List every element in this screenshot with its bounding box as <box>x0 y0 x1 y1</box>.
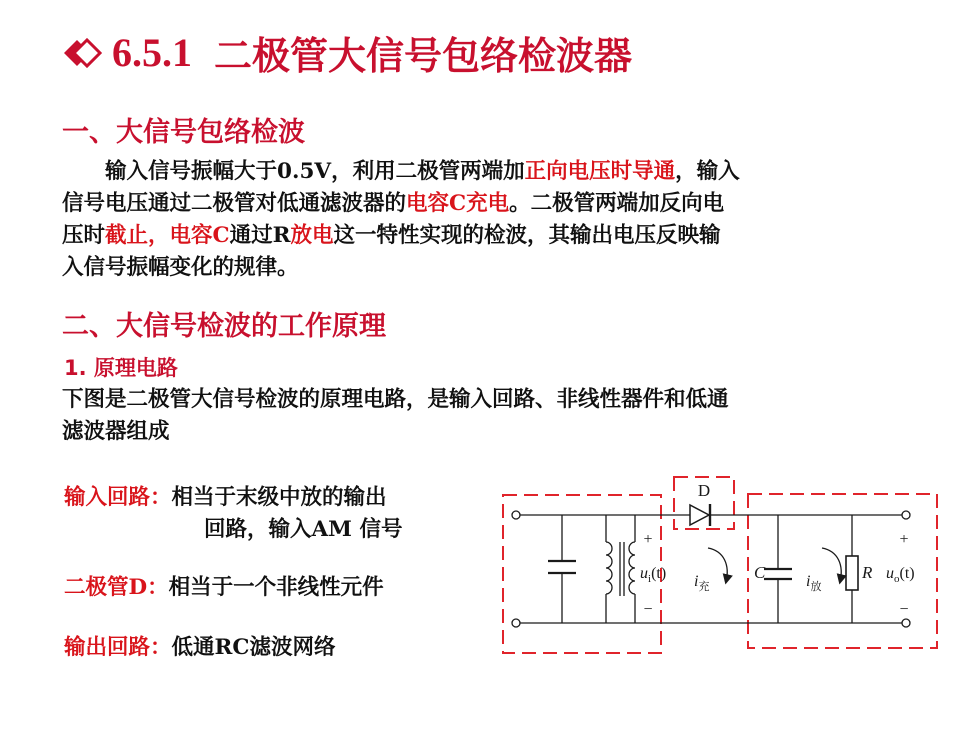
paragraph-text: 入信号振幅变化的规律。 <box>62 255 299 280</box>
output-minus-sign: − <box>899 601 909 618</box>
section1-paragraph <box>62 156 922 284</box>
note-text: 相当于末级中放的输出 <box>171 485 387 510</box>
paragraph-line <box>62 220 922 252</box>
paragraph-line <box>62 188 922 220</box>
input-minus-sign: − <box>643 601 653 618</box>
highlighted-text: 放电 <box>290 223 334 248</box>
highlighted-text: 正向电压时导通 <box>524 159 676 184</box>
charge-current-label: $i_充$ <box>694 573 710 593</box>
section2-description <box>62 384 922 448</box>
discharge-current-label: $i_放$ <box>806 573 822 593</box>
paragraph-text: 输入信号振幅大于0.5V，利用二极管两端加 <box>105 159 525 184</box>
paragraph-text: 压时 <box>62 223 106 248</box>
title-text: 二极管大信号包络检波器 <box>214 33 633 78</box>
diode-label: D <box>697 481 711 500</box>
section-number: 6.5.1 <box>112 29 192 75</box>
input-circuit-box <box>503 495 661 653</box>
note-input-circuit <box>64 480 387 511</box>
diode-symbol <box>690 504 720 526</box>
description-line: 滤波器组成 <box>62 419 170 444</box>
input-plus-sign: + <box>643 531 653 548</box>
circuit-diagram <box>498 472 944 658</box>
capacitor-label: C <box>754 563 766 582</box>
highlighted-text: 截止，电容C <box>105 223 230 248</box>
highlighted-text: 电容C充电 <box>406 191 510 216</box>
note-output-circuit <box>64 630 336 661</box>
note-label: 二极管D： <box>64 575 169 600</box>
paragraph-text: 信号电压通过二极管对低通滤波器的 <box>62 191 407 216</box>
output-plus-sign: + <box>899 531 909 548</box>
input-voltage-label: $u_i(t)$ <box>640 565 667 585</box>
paragraph-line <box>62 156 922 188</box>
paragraph-text: 通过R <box>229 223 291 248</box>
sub-heading: 1. 原理电路 <box>64 356 178 380</box>
section1-heading: 一、大信号包络检波 <box>62 117 305 148</box>
paragraph-text: 。二极管两端加反向电 <box>509 191 725 216</box>
note-label: 输出回路： <box>64 635 172 660</box>
paragraph-text: ，输入 <box>675 159 740 184</box>
note-text: 低通RC滤波网络 <box>171 635 336 660</box>
note-text: 相当于一个非线性元件 <box>168 575 384 600</box>
paragraph-text: 这一特性实现的检波，其输出电压反映输 <box>333 223 721 248</box>
output-voltage-label: $u_o(t)$ <box>886 565 915 585</box>
section2-heading: 二、大信号检波的工作原理 <box>62 311 386 342</box>
paragraph-line <box>62 252 922 284</box>
description-line: 下图是二极管大信号检波的原理电路，是输入回路、非线性器件和低通 <box>62 387 729 412</box>
resistor-label: R <box>862 563 873 582</box>
note-diode <box>64 570 384 601</box>
slide-title <box>62 22 632 82</box>
note-input-circuit-line2: 回路，输入AM 信号 <box>204 517 403 542</box>
note-label: 输入回路： <box>64 485 172 510</box>
diamond-bullet-icon <box>62 38 102 68</box>
